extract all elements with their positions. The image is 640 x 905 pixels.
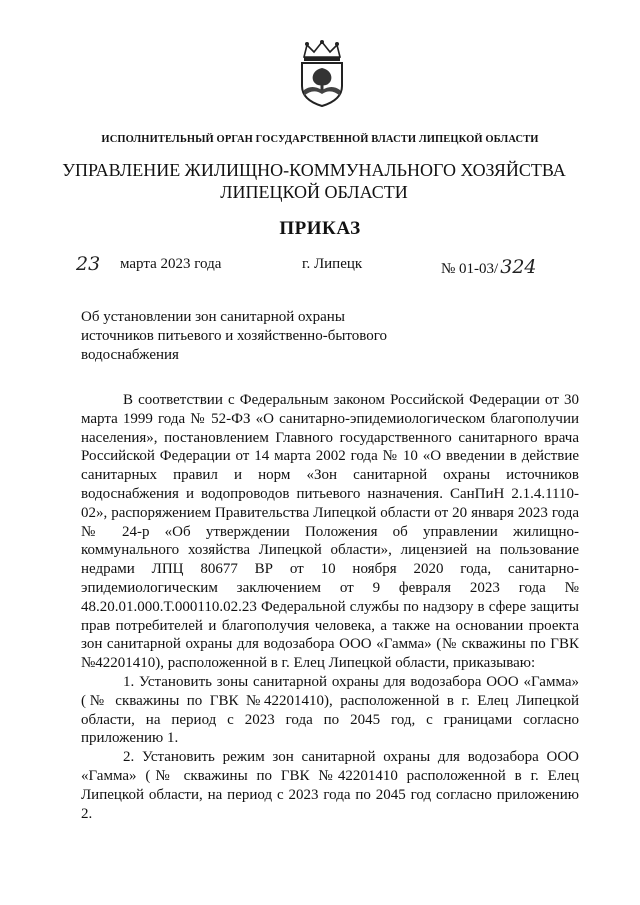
department-name-line1: УПРАВЛЕНИЕ ЖИЛИЩНО-КОММУНАЛЬНОГО ХОЗЯЙСТВА xyxy=(62,160,566,180)
preamble-paragraph: В соответствии с Федеральным законом Российской Федерации от 30 марта 1999 года № 52-ФЗ «О санитарно-эпидемиологическом благополучии населения», постановлением Главного государственного санитарного врача Российской Федерации от 14 марта 2002 года № 10 «О введении в действие санитарных правил и норм «Зон санитарной охраны источников водоснабжения и водопроводов питьевого назначения. СанПиН 2.1.4.1110-02», распоряжением Правительства Липецкой области от 20 января 2023 года № 24-р «Об утверждении Положения об управлении жилищно-коммунального хозяйства Липецкой области», лицензией на пользование недрами ЛПЦ 80677 ВР от 10 ноября 2020 года, санитарно-эпидемиологическим заключением от 9 февраля 2023 года № 48.20.01.000.Т.000110.02.23 Федеральной службы по надзору в сфере защиты прав потребителей и благополучия человека, а также на основании проекта зон санитарной охраны для водозабора ООО «Гамма» (№ скважины по ГВК №42201410), расположенной в г. Елец Липецкой области, приказываю: xyxy=(81,392,579,672)
order-body xyxy=(81,391,579,823)
department-name-line2: ЛИПЕЦКОЙ ОБЛАСТИ xyxy=(220,182,408,202)
document-type: ПРИКАЗ xyxy=(279,218,361,239)
subject-line: водоснабжения xyxy=(81,347,179,363)
order-item-1: 1. Установить зоны санитарной охраны для водозабора ООО «Гамма» (№ скважины по ГВК №42201410), расположенной в г. Елец Липецкой области, на период с 2023 года по 2045 год, с границами согласно приложению 1. xyxy=(81,673,579,747)
subject-line: источников питьевого и хозяйственно-бытового xyxy=(81,328,388,344)
authority-title: ИСПОЛНИТЕЛЬНЫЙ ОРГАН ГОСУДАРСТВЕННОЙ ВЛАСТИ ЛИПЕЦКОЙ ОБЛАСТИ xyxy=(101,134,539,145)
coat-of-arms-icon xyxy=(296,40,348,108)
order-subject xyxy=(81,308,411,365)
date-day-handwritten: 23 xyxy=(76,253,101,275)
order-item-2: 2. Установить режим зон санитарной охраны для водозабора ООО «Гамма» (№ скважины по ГВК №42201410 расположенной в г. Елец Липецкой области, на период с 2023 года по 2045 год согласно приложению 2. xyxy=(81,749,579,822)
subject-line: Об установлении зон санитарной охраны xyxy=(81,309,345,325)
document-number-prefix: № 01-03/ xyxy=(441,261,499,277)
date-month-year: марта 2023 года xyxy=(120,256,222,272)
department-name xyxy=(0,159,640,203)
city: г. Липецк xyxy=(302,256,363,272)
document-number-handwritten: 324 xyxy=(500,256,537,278)
document-number xyxy=(441,256,537,278)
